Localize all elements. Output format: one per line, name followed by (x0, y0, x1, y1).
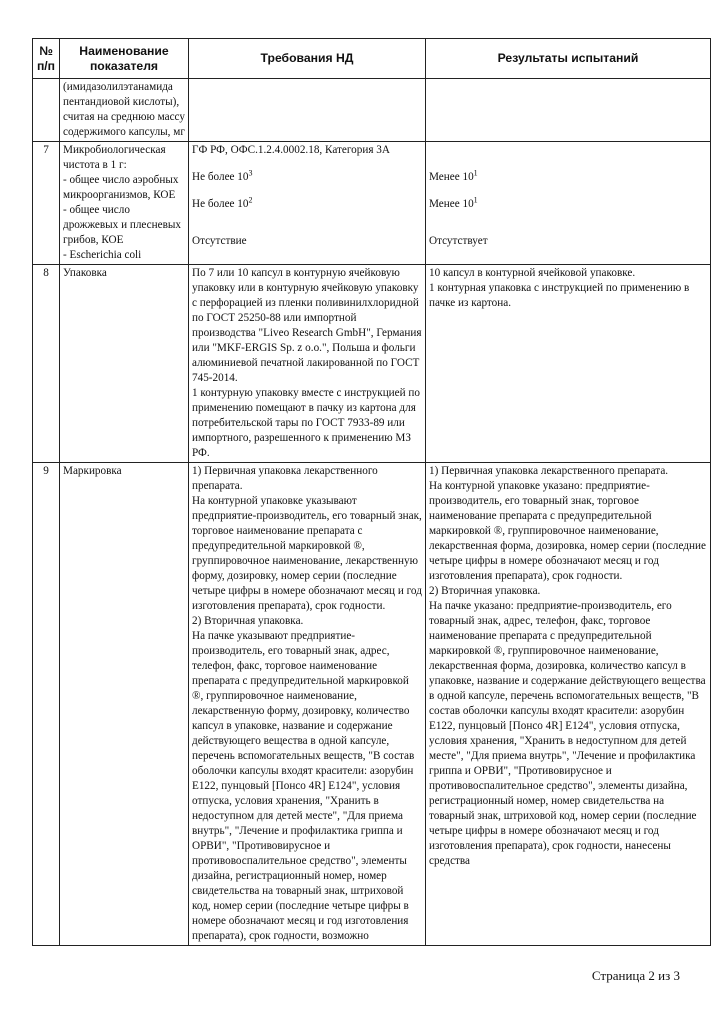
results-table (32, 38, 711, 946)
row9-name: Маркировка (60, 463, 189, 946)
row7-num: 7 (33, 142, 60, 265)
row7-requirements (189, 142, 426, 265)
table-header-row (33, 39, 711, 79)
row7-name-title: Микробиологическая чистота в 1 г: (63, 144, 166, 171)
row8-num: 8 (33, 265, 60, 463)
row7-name-b: - общее число дрожжевых и плесневых грибов, КОЕ (63, 204, 181, 246)
row7-req-b: Не более $10^2$ (192, 195, 253, 210)
row7-req-c: Отсутствие (192, 235, 247, 247)
row7-res-c: Отсутствует (429, 235, 488, 247)
row7-res-a: Менее $10^1$ (429, 168, 478, 183)
row7-name-c: - Escherichia coli (63, 249, 142, 261)
table-row-continuation (33, 79, 711, 142)
row-cont-name: (имидазолилэтанамида пентандиовой кислоты), считая на среднюю массу содержимого капсулы, мг (60, 79, 189, 142)
header-name: Наименование показателя (60, 39, 189, 79)
row7-res-b: Менее $10^1$ (429, 195, 478, 210)
row9-requirements: 1) Первичная упаковка лекарственного препарата. На контурной упаковке указывают предприятие-производитель, его товарный знак, торговое наименование препарата с предупредительной маркировкой ®, группировочное наименование, лекарственную форму, дозировку, номер серии (последние четыре цифры в номере обозначают месяц и год изготовления препарата), срок годности. 2) Вторичная упаковка. На пачке указывают предприятие-производитель, его товарный знак, адрес, телефон, факс, торговое наименование препарата с предупредительной маркировкой ®, группировочное наименование, лекарственную форму, дозировку, количество капсул в упаковке, название и содержание действующего вещества в одной капсуле, перечень вспомогательных веществ, "В состав оболочки капсулы входят красители: азорубин E122, пунцовый [Понсо 4R] E124", условия отпуска, условия хранения, "Хранить в недоступном для детей месте", "Для приема внутрь", "Лечение и профилактика гриппа и ОРВИ", "Противовирусное и противовоспалительное средство", элементы дизайна, регистрационный номер, номер свидетельства на товарный знак, штриховой код, номер серии (последние четыре цифры в номере обозначают месяц и год изготовления препарата), срок годности, возможно (189, 463, 426, 946)
row8-name: Упаковка (60, 265, 189, 463)
header-requirements: Требования НД (189, 39, 426, 79)
row9-results: 1) Первичная упаковка лекарственного препарата. На контурной упаковке указано: предприятие-производитель, его товарный знак, торговое наименование препарата с предупредительной маркировкой ®, группировочное наименование, лекарственная форма, дозировка, номер серии (последние четыре цифры в номере обозначают месяц и год изготовления препарата), срок годности. 2) Вторичная упаковка. На пачке указано: предприятие-производитель, его товарный знак, адрес, телефон, факс, торговое наименование препарата с предупредительной маркировкой ®, группировочное наименование, лекарственная форма, дозировка, количество капсул в упаковке, название и содержание действующего вещества в одной капсуле, перечень вспомогательных веществ, "В состав оболочки капсулы входят красители: азорубин E122, пунцовый [Понсо 4R] E124", условия отпуска, условия хранения, "Хранить в недоступном для детей месте", "Для приема внутрь", "Лечение и профилактика гриппа и ОРВИ", "Противовирусное и противовоспалительное средство", элементы дизайна, регистрационный номер, номер свидетельства на товарный знак, штриховой код, номер серии (последние четыре цифры в номере обозначают месяц и год изготовления препарата), срок годности, нанесены средства (426, 463, 711, 946)
row7-req-ref: ГФ РФ, ОФС.1.2.4.0002.18, Категория 3А (192, 144, 390, 156)
row7-results (426, 142, 711, 265)
row7-name (60, 142, 189, 265)
header-num: № п/п (33, 39, 60, 79)
row7-name-a: - общее число аэробных микроорганизмов, КОЕ (63, 174, 179, 201)
row9-num: 9 (33, 463, 60, 946)
table-row-7 (33, 142, 711, 265)
row7-req-a: Не более $10^3$ (192, 168, 253, 183)
page-number: Страница 2 из 3 (591, 968, 680, 983)
table-row-9 (33, 463, 711, 946)
table-row-8 (33, 265, 711, 463)
row8-results: 10 капсул в контурной ячейковой упаковке. 1 контурная упаковка с инструкцией по применению в пачке из картона. (426, 265, 711, 463)
row8-requirements: По 7 или 10 капсул в контурную ячейковую упаковку или в контурную ячейковую упаковку с перфорацией из пленки поливинилхлоридной по ГОСТ 25250-88 или импортной производства "Liveo Research GmbH", Германия или "MKF-ERGIS Sp. z o.o.", Польша и фольги алюминиевой печатной лакированной по ГОСТ 745-2014. 1 контурную упаковку вместе с инструкцией по применению помещают в пачку из картона для потребительской тары по ГОСТ 7933-89 или импортного, разрешенного к применению МЗ РФ. (189, 265, 426, 463)
header-results: Результаты испытаний (426, 39, 711, 79)
